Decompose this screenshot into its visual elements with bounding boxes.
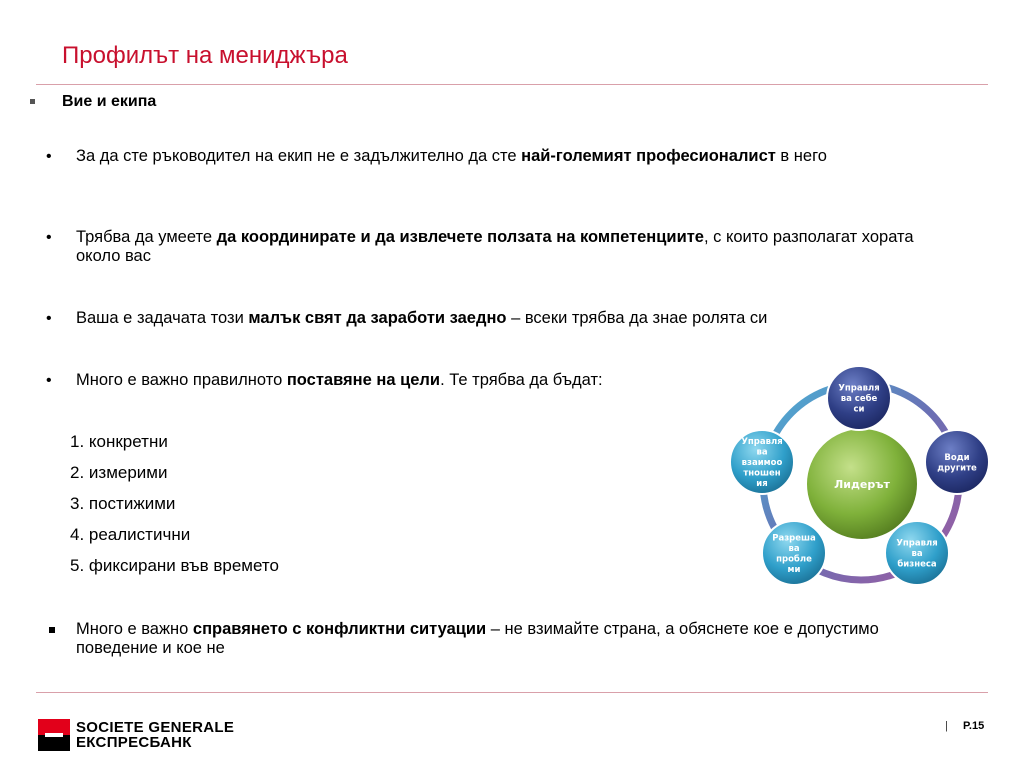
bullet-bold-text: справянето с конфликтни ситуации bbox=[192, 620, 487, 638]
bullet-bold-text: най-големият професионалист bbox=[521, 147, 776, 165]
node-label-line: взаимоо bbox=[741, 458, 783, 468]
node-label-line: Води bbox=[944, 452, 970, 463]
node-label-line: ва bbox=[788, 543, 800, 554]
page-title: Профилът на мениджъра bbox=[62, 42, 348, 69]
goal-item: 1. конкретни bbox=[70, 432, 168, 451]
square-bullet-icon bbox=[49, 627, 55, 633]
node-label-line: другите bbox=[937, 463, 977, 474]
center-node bbox=[806, 428, 918, 540]
square-bullet-icon bbox=[30, 99, 35, 104]
bullet-text: Много е важно правилното bbox=[76, 371, 287, 389]
node-label-line: тношен bbox=[743, 468, 781, 479]
node-label-line: ми bbox=[787, 564, 801, 575]
goal-item: 4. реалистични bbox=[70, 525, 191, 544]
bullet-item-4 bbox=[46, 371, 736, 390]
bullet-text: Много е важно bbox=[76, 620, 193, 638]
title-divider bbox=[36, 84, 988, 85]
leader-cycle-diagram bbox=[722, 358, 998, 592]
goal-item: 2. измерими bbox=[70, 463, 168, 482]
node-label-line: ва bbox=[756, 447, 768, 458]
bullet-bold-text: поставяне на цели bbox=[286, 371, 441, 389]
node-leads-others bbox=[925, 430, 989, 494]
bullet-dot-icon: • bbox=[46, 310, 52, 327]
bullet-dot-icon: • bbox=[46, 148, 52, 165]
logo-line-1: SOCIETE GENERALE bbox=[76, 719, 235, 736]
bullet-item-1 bbox=[46, 147, 946, 166]
page-number: P.15 bbox=[963, 720, 985, 732]
node-label-line: Управля bbox=[838, 383, 880, 394]
bullet-text: – всеки трябва да знае ролята си bbox=[506, 309, 768, 327]
footer-divider bbox=[36, 692, 988, 693]
section-heading-text: Вие и екипа bbox=[62, 93, 157, 110]
goals-list bbox=[70, 432, 279, 587]
node-label-line: ва bbox=[911, 549, 923, 559]
node-label-line: ва себе bbox=[840, 394, 878, 404]
node-label-line: ия bbox=[756, 479, 768, 489]
page-separator: | bbox=[945, 720, 948, 732]
bullet-item-3 bbox=[46, 309, 946, 328]
logo-mark-icon bbox=[38, 719, 70, 751]
goal-item: 5. фиксирани във времето bbox=[70, 556, 279, 575]
bullet-dot-icon: • bbox=[46, 372, 52, 389]
node-manages-self bbox=[827, 366, 891, 430]
node-label-line: пробле bbox=[776, 554, 812, 565]
bullet-item-2 bbox=[46, 228, 946, 266]
node-label-line: си bbox=[853, 404, 865, 415]
bullet-text: Ваша е задачата този bbox=[76, 309, 249, 327]
goal-item: 3. постижими bbox=[70, 494, 176, 513]
bullet-text: . Те трябва да бъдат: bbox=[440, 371, 603, 389]
node-manages-business bbox=[885, 521, 949, 585]
bullet-text: , с които разполагат хората около вас bbox=[76, 228, 914, 265]
bullet-text: – не взимайте страна, а обяснете кое е допустимо поведение и кое не bbox=[76, 620, 879, 657]
section-heading bbox=[30, 93, 156, 111]
node-label-line: бизнеса bbox=[897, 559, 937, 570]
bullet-text: Трябва да умеете bbox=[76, 228, 217, 246]
bullet-text: в него bbox=[775, 147, 827, 165]
node-label-line: Управля bbox=[896, 538, 938, 549]
node-manages-relationships bbox=[730, 430, 794, 494]
node-solves-problems bbox=[762, 521, 826, 585]
bullet-bold-text: малък свят да заработи заедно bbox=[248, 309, 507, 327]
node-label-line: Управля bbox=[741, 437, 783, 447]
bullet-item-5 bbox=[46, 620, 946, 658]
logo-line-2: ЕКСПРЕСБАНК bbox=[76, 734, 192, 751]
bullet-bold-text: да координирате и да извлечете ползата на компетенциите bbox=[216, 228, 704, 246]
node-label-line: Разреша bbox=[772, 533, 816, 544]
bullet-text: За да сте ръководител на екип не е задължително да сте bbox=[76, 147, 522, 165]
center-node-label: Лидерът bbox=[834, 478, 890, 491]
bullet-dot-icon: • bbox=[46, 229, 52, 246]
